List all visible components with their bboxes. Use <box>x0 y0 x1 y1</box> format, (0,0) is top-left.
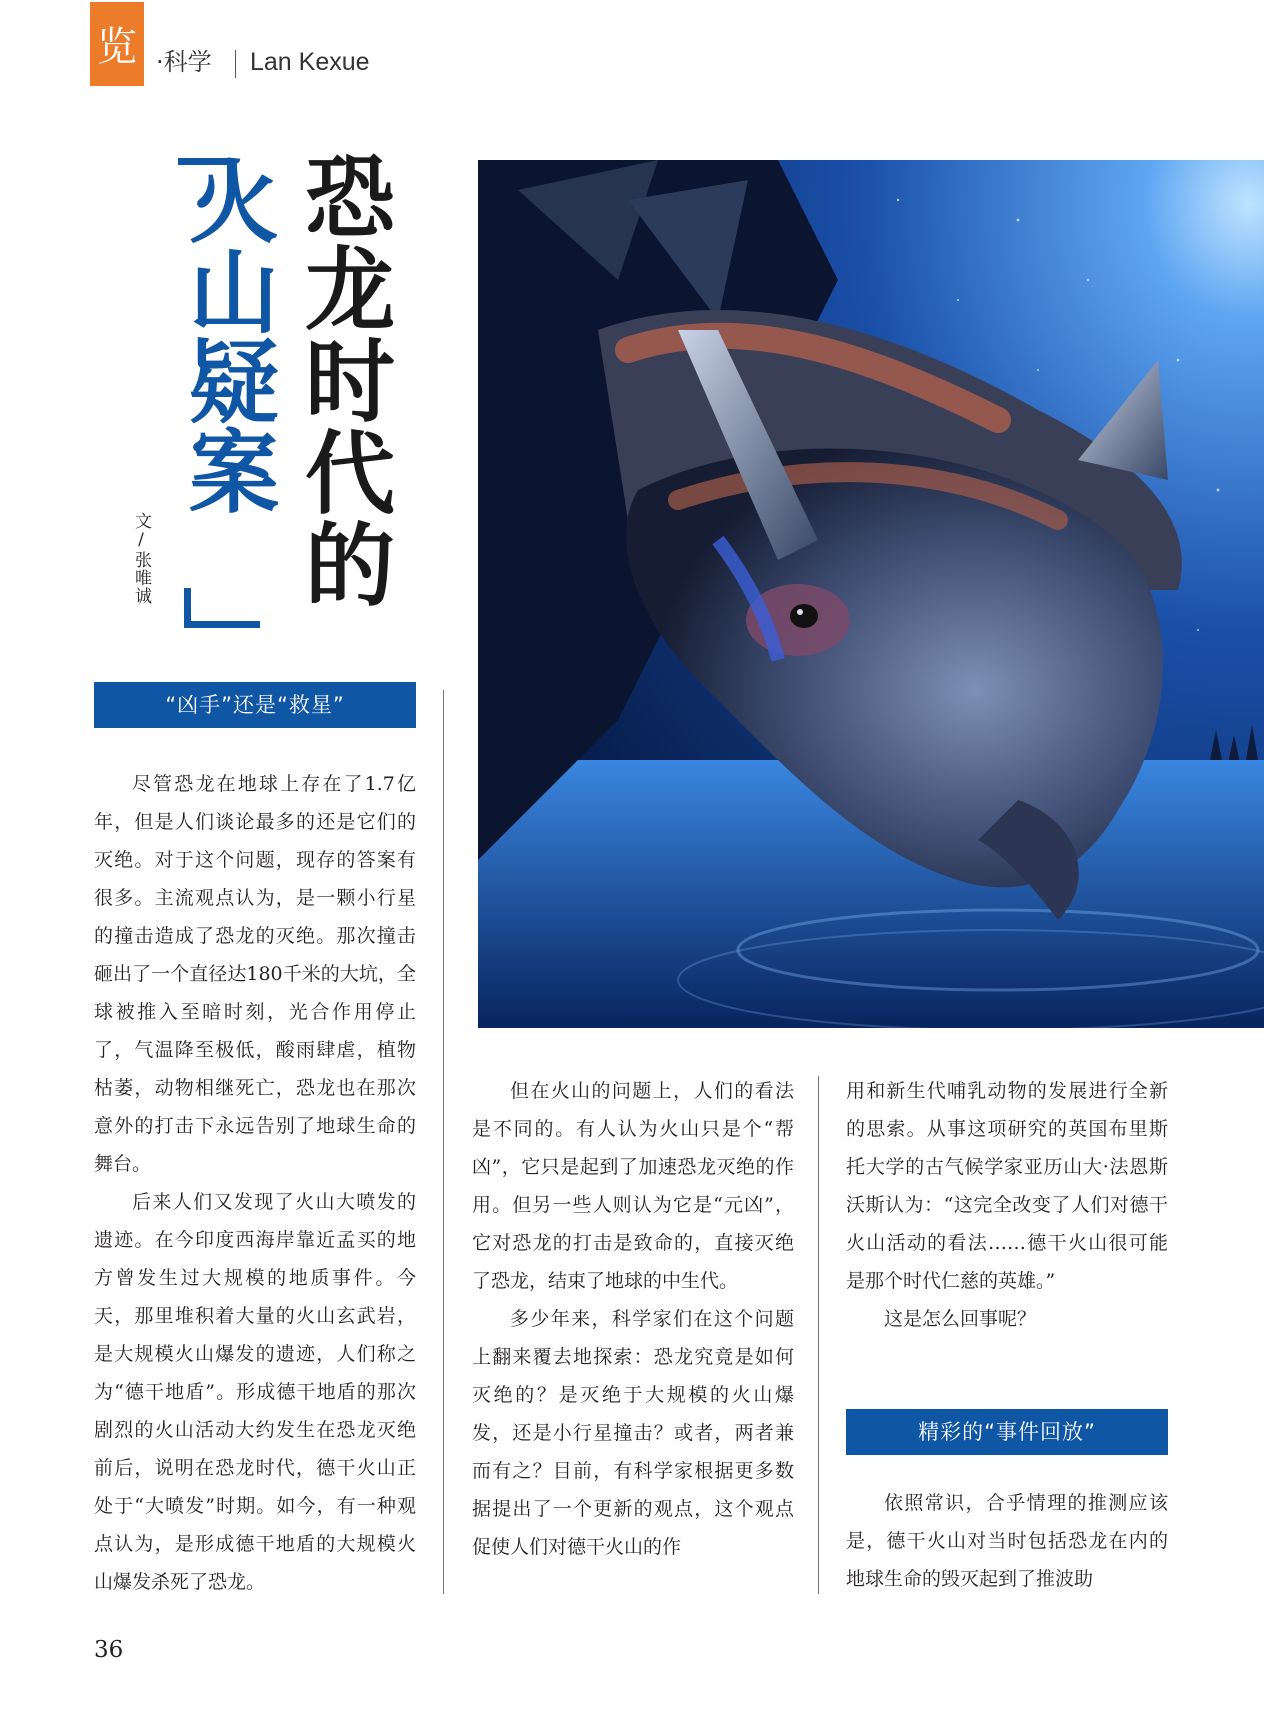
section-heading-culprit-or-savior: “凶手”还是“救星” <box>94 682 416 728</box>
section-logo-char: 览 <box>97 24 137 70</box>
text-column-2 <box>472 1072 794 1566</box>
column-divider <box>443 690 444 1594</box>
title-main: 恐龙时代的 <box>289 150 394 610</box>
paragraph: 依照常识，合乎情理的推测应该是，德干火山对当时包括恐龙在内的地球生命的毁灭起到了推波助 <box>846 1492 1168 1590</box>
paragraph: 但在火山的问题上，人们的看法是不同的。有人认为火山只是个“帮凶”，它只是起到了加速恐龙灭绝的作用。但另一些人则认为它是“元凶”，它对恐龙的打击是致命的，直接灭绝了恐龙，结束了地球的中生代。 <box>472 1080 794 1292</box>
column-divider <box>818 1076 819 1594</box>
paragraph: 尽管恐龙在地球上存在了1.7亿年，但是人们谈论最多的还是它们的灭绝。对于这个问题，现存的答案有很多。主流观点认为，是一颗小行星的撞击造成了恐龙的灭绝。那次撞击砸出了一个直径达180千米的大坑，全球被推入至暗时刻，光合作用停止了，气温降至极低，酸雨肆虐，植物枯萎，动物相继死亡，恐龙也在那次意外的打击下永远告别了地球生命的舞台。 <box>94 773 416 1175</box>
text-column-3-continued <box>846 1484 1168 1598</box>
text-column-1 <box>94 765 416 1601</box>
page-number: 36 <box>94 1637 124 1663</box>
header-divider <box>235 50 236 78</box>
section-heading-event-replay: 精彩的“事件回放” <box>846 1409 1168 1455</box>
paragraph: 多少年来，科学家们在这个问题上翻来覆去地探索：恐龙究竟是如何灭绝的？是灭绝于大规模的火山爆发，还是小行星撞击？或者，两者兼而有之？目前，有科学家根据更多数据提出了一个更新的观点，这个观点促使人们对德干火山的作 <box>472 1308 794 1558</box>
title-bracket-close <box>184 588 260 628</box>
section-en-title: Lan Kexue <box>250 48 370 76</box>
paragraph: 这是怎么回事呢？ <box>884 1308 1037 1330</box>
paragraph: 用和新生代哺乳动物的发展进行全新的思索。从事这项研究的英国布里斯托大学的古气候学家亚历山大·法恩斯沃斯认为：“这完全改变了人们对德干火山活动的看法……德干火山很可能是那个时代仁慈的英雄。” <box>846 1080 1168 1292</box>
byline: 文/张唯诚 <box>131 512 151 605</box>
hero-image-dinosaur <box>478 160 1264 1028</box>
paragraph: 后来人们又发现了火山大喷发的遗迹。在今印度西海岸靠近孟买的地方曾发生过大规模的地质事件。今天，那里堆积着大量的火山玄武岩，是大规模火山爆发的遗迹，人们称之为“德干地盾”。形成德干地盾的那次剧烈的火山活动大约发生在恐龙灭绝前后，说明在恐龙时代，德干火山正处于“大喷发”时期。如今，有一种观点认为，是形成德干地盾的大规模火山爆发杀死了恐龙。 <box>94 1191 416 1593</box>
title-sub: 火山疑案 <box>173 155 278 515</box>
text-column-3 <box>846 1072 1168 1338</box>
section-name: ·科学 <box>156 48 212 76</box>
